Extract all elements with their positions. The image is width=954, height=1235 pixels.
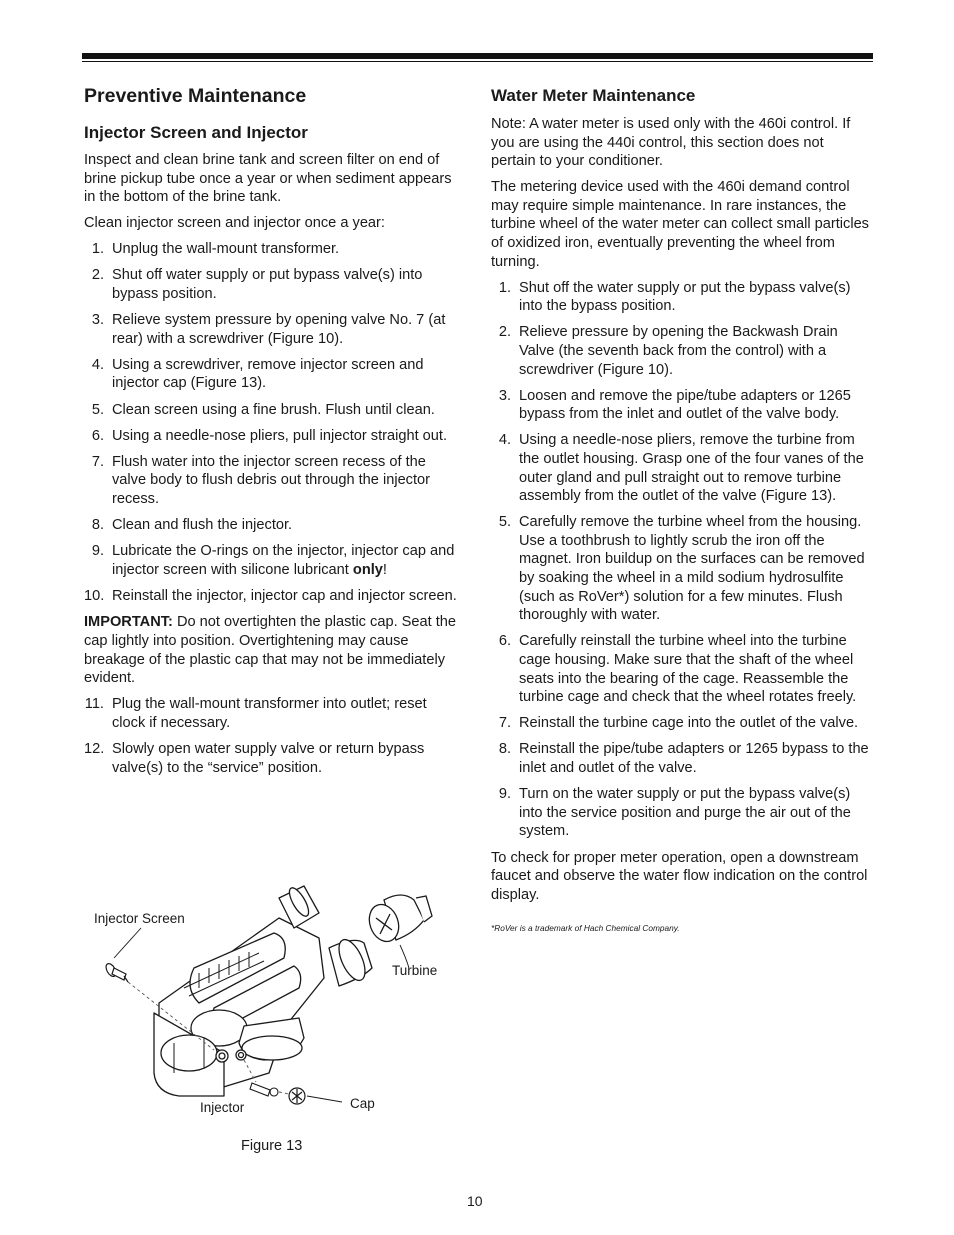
label-turbine: Turbine (392, 963, 438, 978)
water-meter-note: Note: A water meter is used only with the 460i control. If you are using the 440i control, this section does not pertain to your conditioner. (491, 116, 851, 170)
list-item: 7. Flush water into the injector screen recess of the valve body to flush debris out through the injector recess. (91, 453, 431, 507)
list-item: 10. Reinstall the injector, injector cap and injector screen. (84, 587, 457, 604)
water-meter-intro: The metering device used with the 460i demand control may require simple maintenance. In rare instances, the turbine wheel of the water meter can collect small particles of oxidized iron, eventually preventing the wheel from turning. (491, 179, 869, 270)
left-column (84, 84, 464, 785)
list-item: 1. Shut off the water supply or put the bypass valve(s) into the bypass position. (498, 279, 851, 315)
label-cap: Cap (350, 1096, 375, 1111)
section-title-water-meter: Water Meter Maintenance (491, 86, 696, 105)
list-item: 6. Carefully reinstall the turbine wheel into the turbine cage housing. Make sure that the shaft of the wheel seats into the bearing of the cage. Reassemble the turbine cage and check that the wheel rotates freely. (498, 633, 857, 706)
water-meter-steps (491, 279, 871, 841)
label-injector: Injector (200, 1100, 245, 1115)
list-item: 5. Clean screen using a fine brush. Flush until clean. (91, 401, 435, 418)
list-item: 2. Shut off water supply or put bypass valve(s) into bypass position. (91, 267, 423, 303)
header-rule-thin (82, 61, 873, 62)
right-column (491, 84, 871, 933)
figure-caption: Figure 13 (241, 1138, 303, 1154)
meter-check-text: To check for proper meter operation, open a downstream faucet and observe the water flow indication on the control display. (491, 849, 868, 903)
list-item: 5. Carefully remove the turbine wheel from the housing. Use a toothbrush to lightly scrub the iron off the magnet. Iron buildup on the surfaces can be removed by soaking the wheel in a mild sodium hydrosulfite (such as RoVer*) solution for a few minutes. Flush thoroughly with water. (498, 514, 865, 624)
list-item: 3. Relieve system pressure by opening valve No. 7 (at rear) with a screwdriver (Figure 10). (91, 312, 446, 347)
list-item: 9. Turn on the water supply or put the bypass valve(s) into the service position and purge the air out of the system. (498, 786, 851, 840)
list-item: 12. Slowly open water supply valve or return bypass valve(s) to the “service” position. (84, 740, 425, 776)
trademark-footnote: *RoVer is a trademark of Hach Chemical Company. (491, 922, 680, 933)
injector-steps-continued (84, 695, 464, 777)
list-item: 11. Plug the wall-mount transformer into outlet; reset clock if necessary. (84, 696, 427, 731)
list-item: 7. Reinstall the turbine cage into the outlet of the valve. (498, 715, 859, 732)
important-label: IMPORTANT: (84, 614, 173, 631)
list-item: 4. Using a needle-nose pliers, remove the turbine from the outlet housing. Grasp one of the four vanes of the outer gland and pull straight out to remove turbine assembly from the outlet of the valve (Figure 13). (498, 432, 864, 505)
page-title: Preventive Maintenance (84, 85, 307, 107)
list-item: 9. Lubricate the O-rings on the injector, injector cap and injector screen with silicone lubricant only! (91, 543, 455, 578)
section-title-injector: Injector Screen and Injector (84, 123, 308, 142)
list-item: 2. Relieve pressure by opening the Backwash Drain Valve (the seventh back from the control) with a screwdriver (Figure 10). (498, 324, 838, 378)
injector-intro: Inspect and clean brine tank and screen filter on end of brine pickup tube once a year or when sediment appears in the bottom of the brine tank. (84, 152, 452, 206)
list-item: 3. Loosen and remove the pipe/tube adapters or 1265 bypass from the inlet and outlet of the valve body. (498, 387, 851, 423)
list-item: 1. Unplug the wall-mount transformer. (91, 241, 340, 258)
list-item: 6. Using a needle-nose pliers, pull injector straight out. (91, 427, 448, 444)
injector-intro-2: Clean injector screen and injector once a year: (84, 215, 385, 232)
important-note: IMPORTANT: Do not overtighten the plastic cap. Seat the cap lightly into position. Overtightening may cause breakage of the plastic cap that may not be immediately evident. (84, 614, 457, 687)
label-injector-screen: Injector Screen (94, 911, 185, 926)
list-item: 4. Using a screwdriver, remove injector screen and injector cap (Figure 13). (91, 356, 424, 392)
list-item: 8. Clean and flush the injector. (91, 517, 293, 533)
list-item: 8. Reinstall the pipe/tube adapters or 1265 bypass to the inlet and outlet of the valve. (498, 741, 869, 776)
header-rule (82, 53, 873, 59)
page-number: 10 (467, 1193, 483, 1209)
figure-13 (84, 878, 464, 1168)
injector-steps (84, 240, 464, 605)
